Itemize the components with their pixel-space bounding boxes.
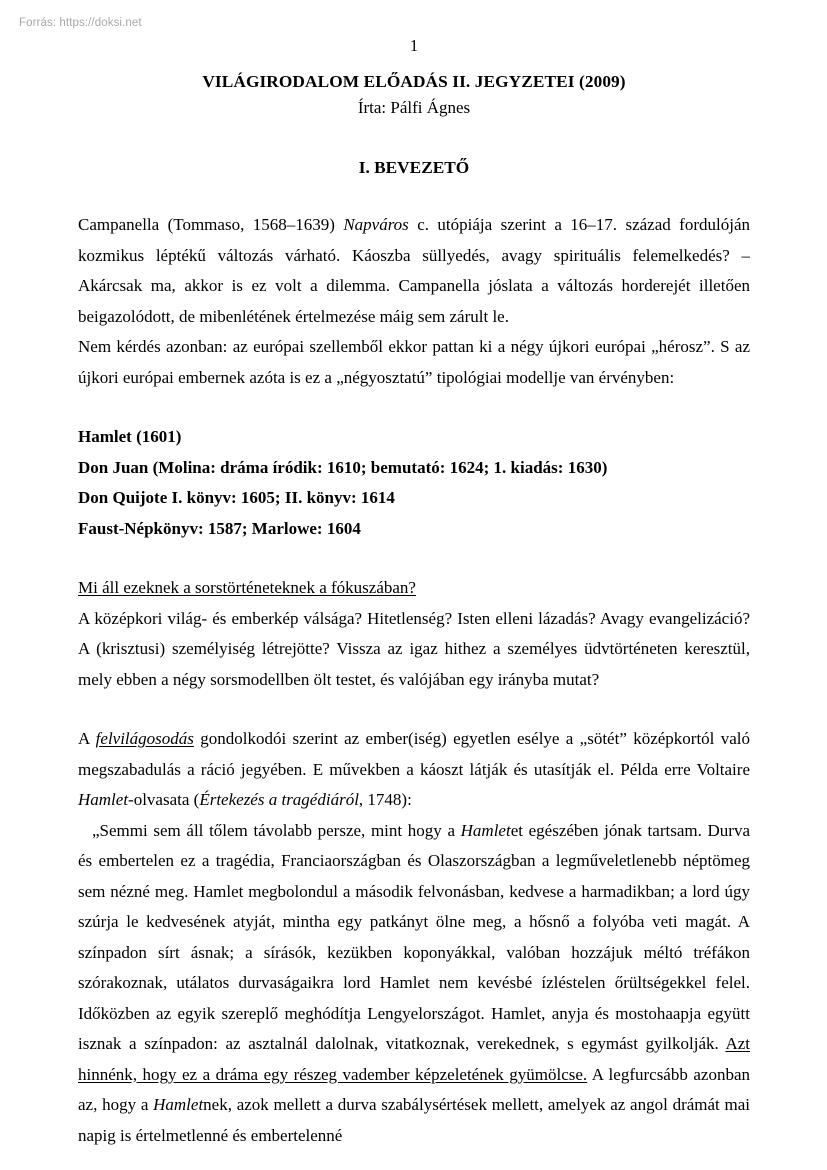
paragraph-enlightenment — [78, 724, 750, 816]
document-author: Írta: Pálfi Ágnes — [357, 98, 471, 117]
enlightenment-text-1: A — [78, 729, 96, 748]
section-heading-bevezeto: I. BEVEZETŐ — [358, 158, 470, 177]
document-body — [78, 36, 750, 1151]
quote-underlined-sentence: Azt hinnénk, hogy ez a dráma egy részeg vadember képzeletének gyümölcse. — [78, 1034, 750, 1084]
work-item-faust: Faust-Népkönyv: 1587; Marlowe: 1604 — [78, 518, 361, 538]
paragraph-focus: A középkori világ- és emberkép válsága? Hitetlenség? Isten elleni lázadás? Avagy evangelizáció? A (krisztusi) személyiség létrejötte? Vissza az igaz hithez a személyes üdvtörténeten keresztül, mely ebben a négy sorsmodellben ölt testet, és valójában egy irányba mutat? — [78, 608, 750, 689]
works-list — [78, 422, 750, 544]
work-item-don-quijote: Don Quijote I. könyv: 1605; II. könyv: 1614 — [78, 488, 395, 507]
quote-text-2: et egészében jónak tartsam. Durva és embertelen ez a tragédia, Franciaországban és Olaszországban a legműveletlenebb néptömeg sem nézné meg. Hamlet megbolondul a második felvonásban, kedvese a harmadikban; a lord úgy szúrja le kedvesének atyját, mintha egy patkányt ölne meg, a hősnő a folyóba veti magát. A színpadon sírt ásnak; a sírásók, kezükben koponyákkal, valóban hozzájuk méltó tréfákon szórakoznak, utálatos durvaságaikra lord Hamlet nem kevésbé ízléstelen őrültségekkel felel. Időközben az egyik szereplő meghódítja Lengyelországot. Hamlet, anyja és mostohaapja együtt isznak a színpadon: az asztalnál dalolnak, vitatkoznak, verekednek, s egymást gyilkolják. — [78, 820, 750, 1053]
source-watermark: Forrás: https://doksi.net — [19, 17, 142, 29]
quote-text-1: „Semmi sem áll tőlem távolabb persze, mint hogy a — [92, 820, 461, 840]
term-felvilagosodas: felvilágosodás — [95, 729, 194, 748]
spacer — [78, 544, 750, 573]
page-number: 1 — [409, 36, 419, 55]
title-hamlet-voltaire: Hamlet — [78, 790, 129, 809]
paragraph-campanella-text-2: c. utópiája szerint a 16–17. század fordulóján kozmikus léptékű változás várható. Káoszba süllyedés, avagy spirituális felemelkedés? – Akárcsak ma, akkor is ez volt a dilemma. Campanella jóslata a változás horderejét illetően beigazolódott, de mibenlétének értelmezése máig sem zárult le. — [78, 215, 750, 326]
focus-question-heading: Mi áll ezeknek a sorstörténeteknek a fókuszában? — [78, 578, 416, 597]
title-napvaros: Napváros — [343, 215, 409, 234]
spacer — [78, 695, 750, 724]
document-title: VILÁGIRODALOM ELŐADÁS II. JEGYZETEI (2009) — [202, 72, 626, 91]
quote-text-3: A legfurcsább azonban az, hogy a — [78, 1064, 750, 1114]
spacer — [78, 393, 750, 422]
quote-title-hamlet-1: Hamlet — [460, 820, 511, 840]
quote-title-hamlet-2: Hamlet — [153, 1095, 204, 1114]
work-item-hamlet: Hamlet (1601) — [78, 427, 182, 446]
title-ertekezes: Értekezés a tragédiáról — [199, 790, 359, 809]
enlightenment-text-3: -olvasata ( — [128, 790, 200, 809]
paragraph-campanella — [78, 210, 750, 332]
paragraph-herosz: Nem kérdés azonban: az európai szellemből ekkor pattan ki a négy újkori európai „hérosz”. S az újkori európai embernek azóta is ez a „négyosztatú” tipológiai modellje van érvényben: — [78, 337, 750, 387]
paragraph-campanella-text-1: Campanella (Tommaso, 1568–1639) — [78, 215, 344, 234]
quote-text-4: nek, azok mellett a durva szabálysértések mellett, amelyek az angol drámát mai napig is értelmetlenné és embertelenné — [78, 1095, 750, 1145]
enlightenment-text-4: , 1748): — [358, 790, 412, 809]
work-item-don-juan: Don Juan (Molina: dráma íródik: 1610; bemutató: 1624; 1. kiadás: 1630) — [78, 457, 608, 477]
quote-voltaire — [78, 816, 750, 1152]
enlightenment-text-2: gondolkodói szerint az ember(iség) egyetlen esélye a „sötét” középkortól való megszabadulás a ráció jegyében. E művekben a káoszt látják és utasítják el. Példa erre Voltaire — [78, 729, 750, 779]
spacer — [78, 180, 750, 210]
